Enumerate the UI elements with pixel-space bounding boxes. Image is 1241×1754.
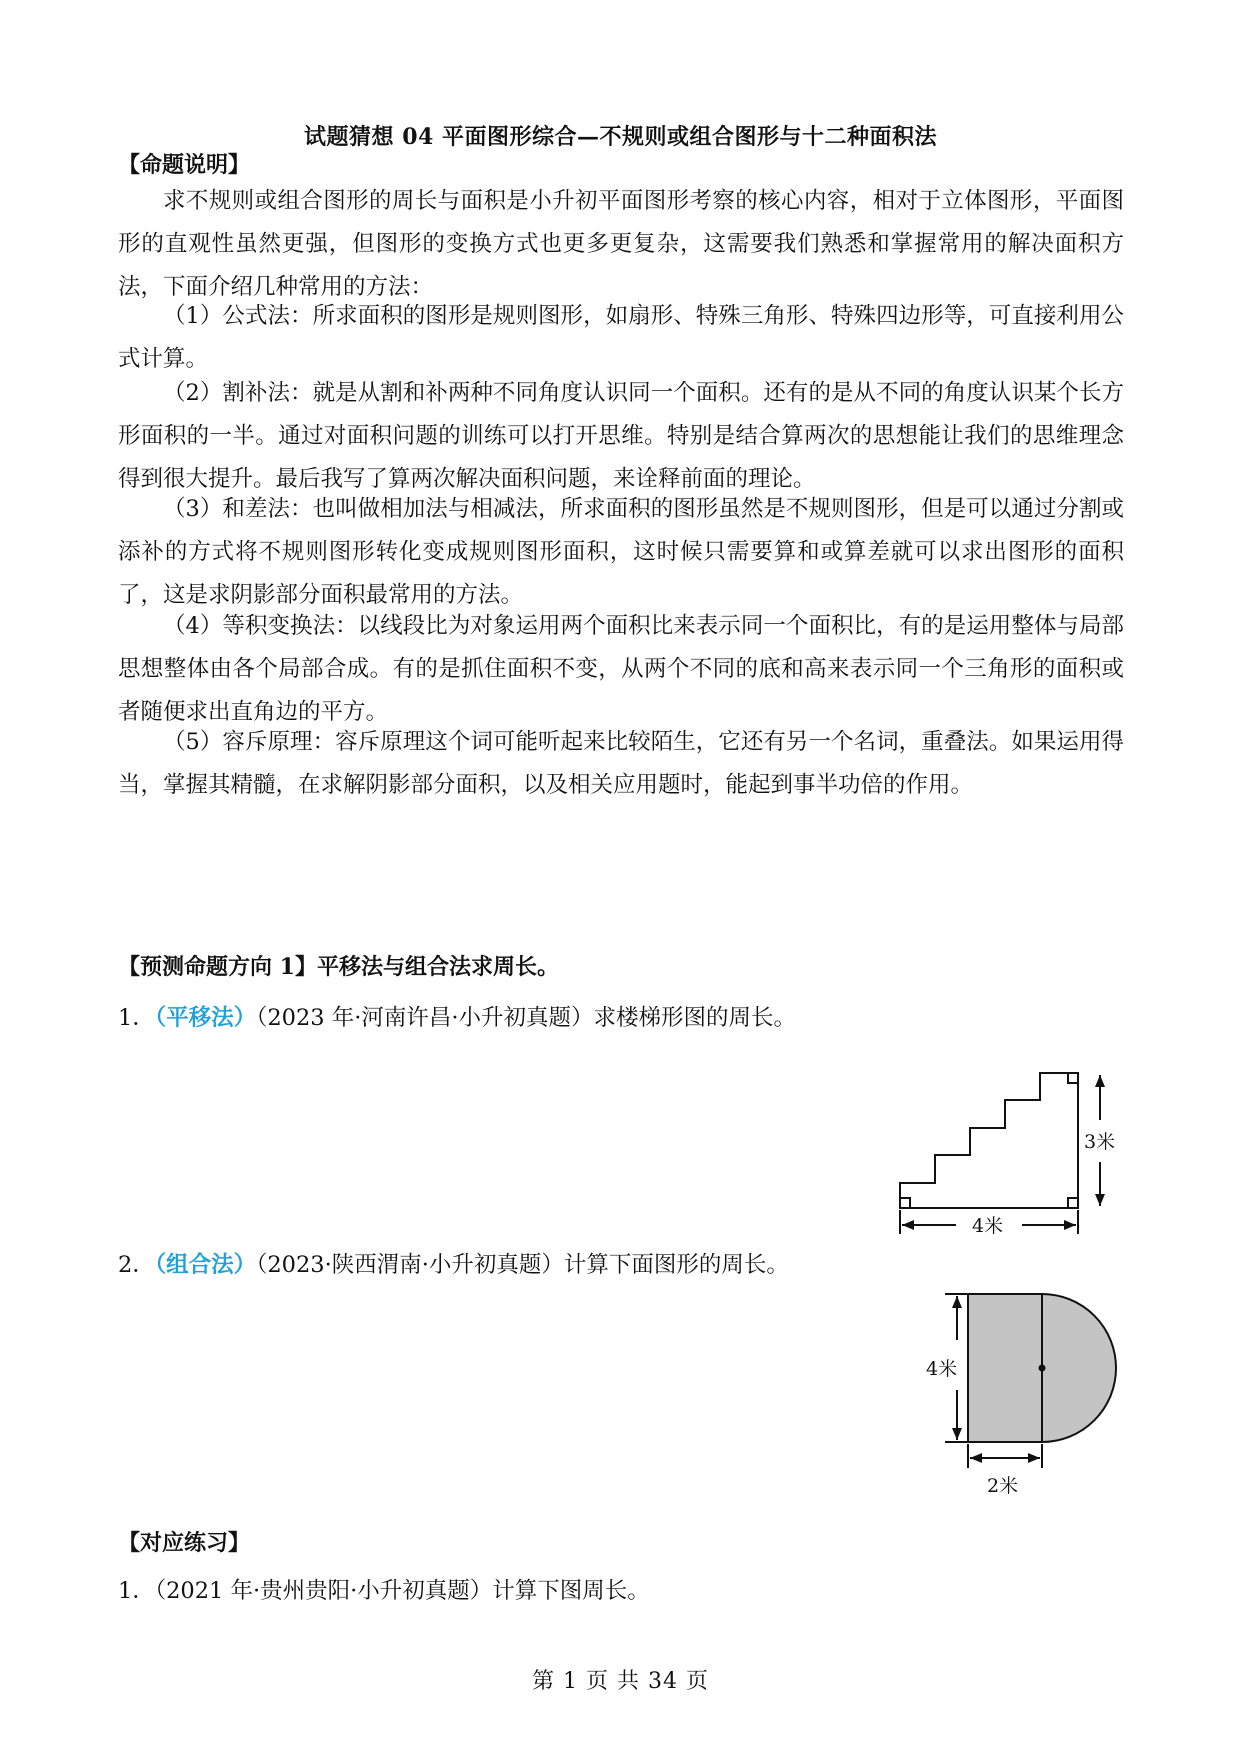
question-1 bbox=[118, 1000, 796, 1032]
paragraph-intro: 求不规则或组合图形的周长与面积是小升初平面图形考察的核心内容，相对于立体图形，平面图形的直观性虽然更强，但图形的变换方式也更多更复杂，这需要我们熟悉和掌握常用的解决面积方法，下面介绍几种常用的方法： bbox=[118, 188, 1124, 300]
paragraph-formula-method: （1）公式法：所求面积的图形是规则图形，如扇形、特殊三角形、特殊四边形等，可直接利用公式计算。 bbox=[118, 303, 1124, 372]
semicircle-width-label: 2米 bbox=[987, 1475, 1019, 1497]
paragraph-inclusion-exclusion: （5）容斥原理：容斥原理这个词可能听起来比较陌生，它还有另一个名词，重叠法。如果运用得当，掌握其精髓，在求解阴影部分面积，以及相关应用题时，能起到事半功倍的作用。 bbox=[118, 729, 1124, 798]
rectangle-semicircle-figure bbox=[915, 1280, 1135, 1506]
right-angle-mark-top-right bbox=[1068, 1073, 1078, 1083]
question-2 bbox=[118, 1247, 789, 1279]
page-title: 试题猜想 04 平面图形综合—不规则或组合图形与十二种面积法 bbox=[304, 124, 937, 150]
semicircle-height-label: 4米 bbox=[926, 1358, 958, 1380]
paragraph-cut-fill-method: （2）割补法：就是从割和补两种不同角度认识同一个面积。还有的是从不同的角度认识某个长方形面积的一半。通过对面积问题的训练可以打开思维。特别是结合算两次的思想能让我们的思维理念得到很大提升。最后我写了算两次解决面积问题，来诠释前面的理论。 bbox=[118, 380, 1124, 492]
question-number: 2． bbox=[118, 1252, 155, 1278]
center-point bbox=[1039, 1365, 1046, 1372]
question-number: 1． bbox=[118, 1578, 155, 1604]
section-heading-direction-1: 【预测命题方向 1】平移法与组合法求周长。 bbox=[118, 954, 559, 980]
paragraph-equal-area-method: （4）等积变换法：以线段比为对象运用两个面积比来表示同一个面积比，有的是运用整体与局部思想整体由各个局部合成。有的是抓住面积不变，从两个不同的底和高来表示同一个三角形的面积或者随便求出直角边的平方。 bbox=[118, 613, 1124, 725]
question-number: 1． bbox=[118, 1005, 155, 1031]
practice-question-1 bbox=[118, 1573, 650, 1605]
question-text: （2023·陕西渭南·小升初真题）计算下面图形的周长。 bbox=[256, 1252, 789, 1278]
question-text: （2023 年·河南许昌·小升初真题）求楼梯形图的周长。 bbox=[256, 1005, 797, 1031]
staircase-width-label: 4米 bbox=[972, 1215, 1004, 1237]
paragraph-sum-difference-method: （3）和差法：也叫做相加法与相减法，所求面积的图形虽然是不规则图形，但是可以通过分割或添补的方式将不规则图形转化变成规则图形面积，这时候只需要算和或算差就可以求出图形的面积了，这是求阴影部分面积最常用的方法。 bbox=[118, 496, 1124, 608]
section-heading-explain: 【命题说明】 bbox=[118, 152, 251, 178]
method-tag: （平移法） bbox=[154, 1005, 257, 1031]
staircase-height-label: 3米 bbox=[1084, 1131, 1116, 1153]
question-text: （2021 年·贵州贵阳·小升初真题）计算下图周长。 bbox=[154, 1578, 650, 1604]
method-tag: （组合法） bbox=[154, 1252, 257, 1278]
right-angle-mark-left bbox=[900, 1198, 910, 1208]
page-footer: 第 1 页 共 34 页 bbox=[532, 1669, 709, 1694]
section-heading-practice: 【对应练习】 bbox=[118, 1530, 251, 1556]
right-angle-mark-bottom-right bbox=[1068, 1198, 1078, 1208]
staircase-figure bbox=[880, 1028, 1130, 1238]
staircase-outline bbox=[900, 1073, 1078, 1208]
